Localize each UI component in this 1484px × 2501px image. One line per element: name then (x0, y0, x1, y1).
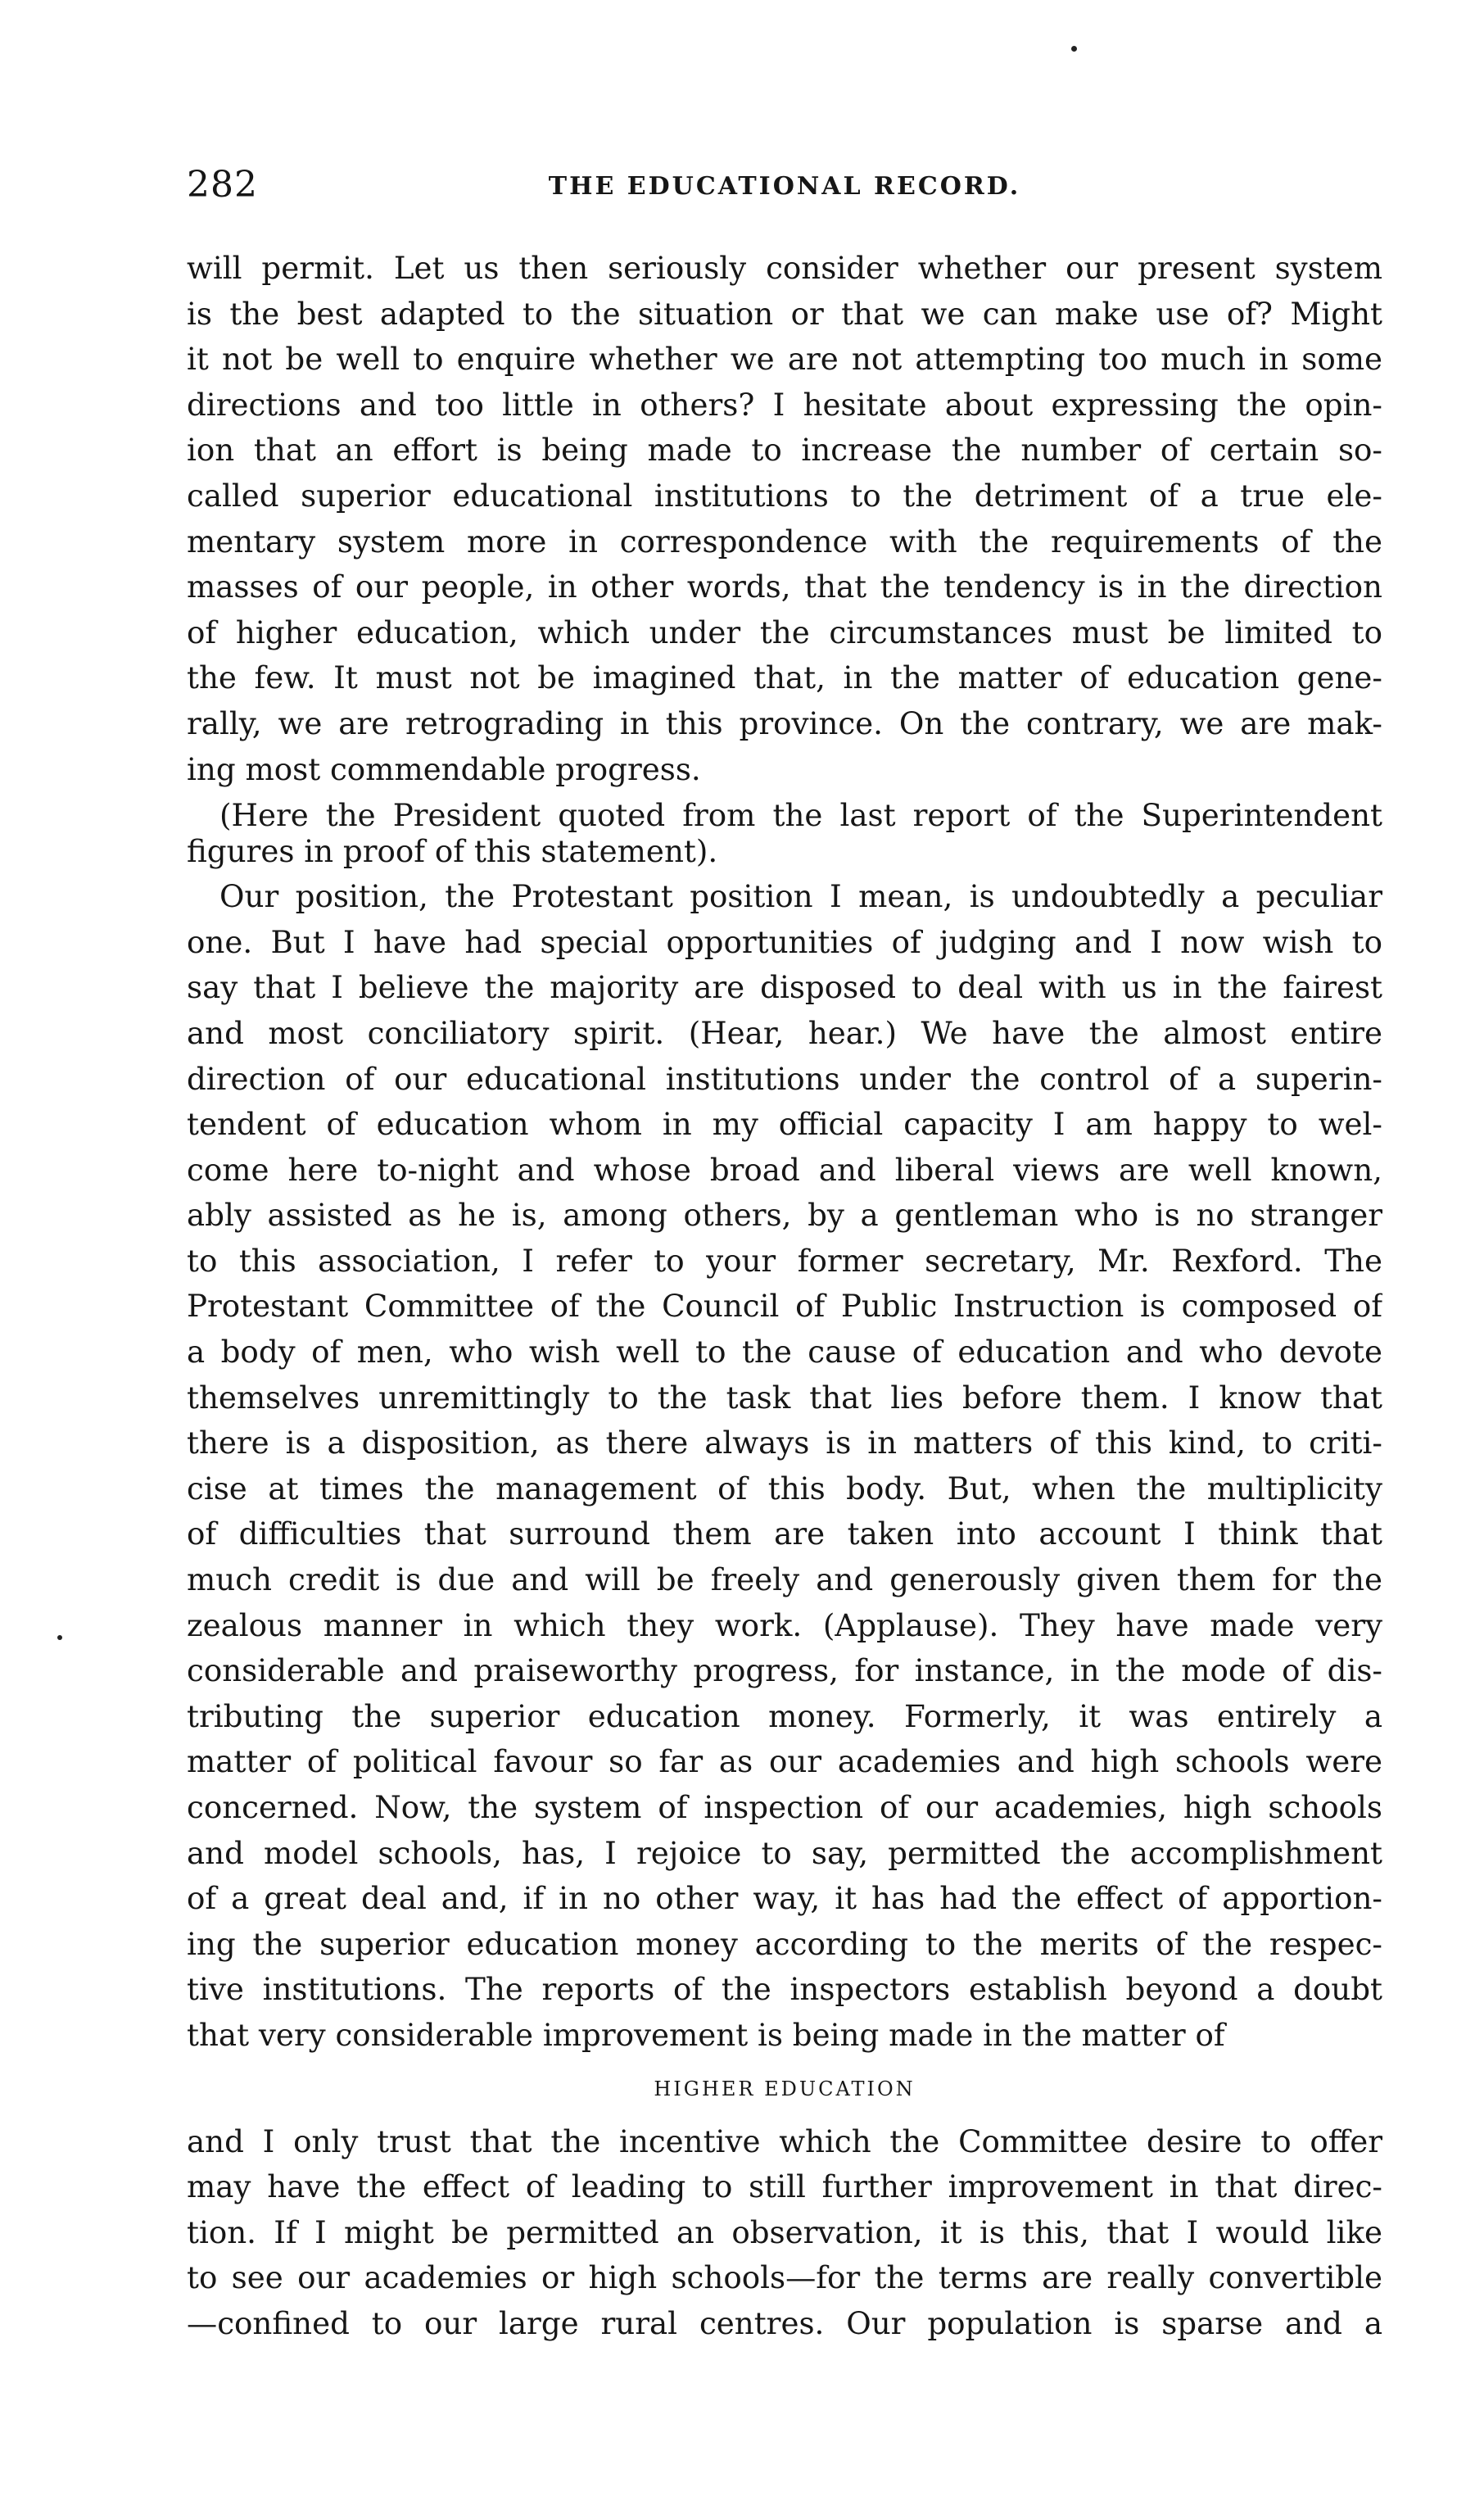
text-line: figures in proof of this statement). (187, 833, 718, 870)
section-subheading: HIGHER EDUCATION (654, 2077, 916, 2100)
text-line: and most conciliatory spirit. (Hear, hear.) We have the almost entire (187, 1014, 1382, 1051)
text-line: one. But I have had special opportunities of judging and I now wish to (187, 923, 1382, 960)
text-line: may have the effect of leading to still further improvement in that direc- (187, 2168, 1382, 2205)
ink-speck (1071, 46, 1077, 52)
text-line: a body of men, who wish well to the cause of education and who devote (187, 1334, 1382, 1371)
text-line: ing most commendable progress. (187, 750, 701, 787)
text-line: tion. If I might be permitted an observation, it is this, that I would like (187, 2213, 1382, 2250)
paragraph-2 (187, 792, 1382, 874)
text-line: come here to-night and whose broad and liberal views are well known, (187, 1151, 1382, 1188)
text-line: and model schools, has, I rejoice to say, permitted the accomplishment (187, 1834, 1382, 1871)
text-line: —confined to our large rural centres. Our population is sparse and a (187, 2304, 1382, 2341)
text-line: tive institutions. The reports of the inspectors establish beyond a doubt (187, 1971, 1382, 2008)
text-line: the few. It must not be imagined that, in the matter of education gene- (187, 659, 1382, 696)
text-line: much credit is due and will be freely and generously given them for the (187, 1561, 1382, 1598)
text-line: mentary system more in correspondence with the requirements of the (187, 523, 1382, 560)
journal-title: THE EDUCATIONAL RECORD. (548, 172, 1021, 201)
text-line: say that I believe the majority are disposed to deal with us in the fairest (187, 969, 1382, 1006)
text-line: matter of political favour so far as our academies and high schools were (187, 1743, 1382, 1780)
page-number: 282 (187, 164, 258, 206)
body-text (187, 246, 1382, 2347)
text-line: cise at times the management of this body. But, when the multiplicity (187, 1470, 1382, 1506)
text-line: considerable and praiseworthy progress, for instance, in the mode of dis- (187, 1652, 1382, 1689)
text-line: and I only trust that the incentive which the Committee desire to offer (187, 2123, 1382, 2159)
text-line: of difficulties that surround them are taken into account I think that (187, 1516, 1382, 1552)
text-line: of a great deal and, if in no other way, it has had the effect of apportion- (187, 1880, 1382, 1917)
ink-speck (57, 1635, 62, 1640)
text-line: called superior educational institutions to the detriment of a true ele- (187, 477, 1382, 514)
text-line: concerned. Now, the system of inspection of our academies, high schools (187, 1789, 1382, 1825)
text-line: it not be well to enquire whether we are not attempting too much in some (187, 341, 1382, 378)
text-line: ably assisted as he is, among others, by a gentleman who is no stranger (187, 1197, 1382, 1234)
text-line: of higher education, which under the circumstances must be limited to (187, 614, 1382, 650)
text-line: Protestant Committee of the Council of Public Instruction is composed of (187, 1288, 1382, 1325)
text-line: themselves unremittingly to the task that lies before them. I know that (187, 1379, 1382, 1416)
text-line: to this association, I refer to your former secretary, Mr. Rexford. The (187, 1242, 1382, 1279)
text-line: that very considerable improvement is being made in the matter of (187, 2016, 1225, 2053)
text-line: will permit. Let us then seriously consider whether our present system (187, 250, 1382, 286)
text-line: tributing the superior education money. Formerly, it was entirely a (187, 1697, 1382, 1734)
text-line: zealous manner in which they work. (Applause). They have made very (187, 1606, 1382, 1643)
text-line: direction of our educational institutions under the control of a superin- (187, 1060, 1382, 1097)
text-line: ing the superior education money according to the merits of the respec- (187, 1925, 1382, 1962)
text-line: rally, we are retrograding in this province. On the contrary, we are mak- (187, 705, 1382, 741)
text-line: tendent of education whom in my official capacity I am happy to wel- (187, 1106, 1382, 1143)
running-head (187, 161, 1382, 210)
text-line: masses of our people, in other words, that the tendency is in the direction (187, 569, 1382, 605)
text-line: there is a disposition, as there always is in matters of this kind, to criti- (187, 1425, 1382, 1461)
text-line: to see our academies or high schools—for the terms are really convertible (187, 2259, 1382, 2296)
text-line: is the best adapted to the situation or that we can make use of? Might (187, 295, 1382, 332)
text-line: Our position, the Protestant position I mean, is undoubtedly a peculiar (219, 878, 1382, 915)
text-line: ion that an effort is being made to increase the number of certain so- (187, 432, 1382, 469)
paragraph-1 (187, 246, 1382, 792)
text-line: (Here the President quoted from the last report of the Superintendent (219, 797, 1382, 834)
paragraph-3 (187, 874, 1382, 2058)
text-line: directions and too little in others? I hesitate about expressing the opin- (187, 386, 1382, 423)
paragraph-4 (187, 2119, 1382, 2347)
